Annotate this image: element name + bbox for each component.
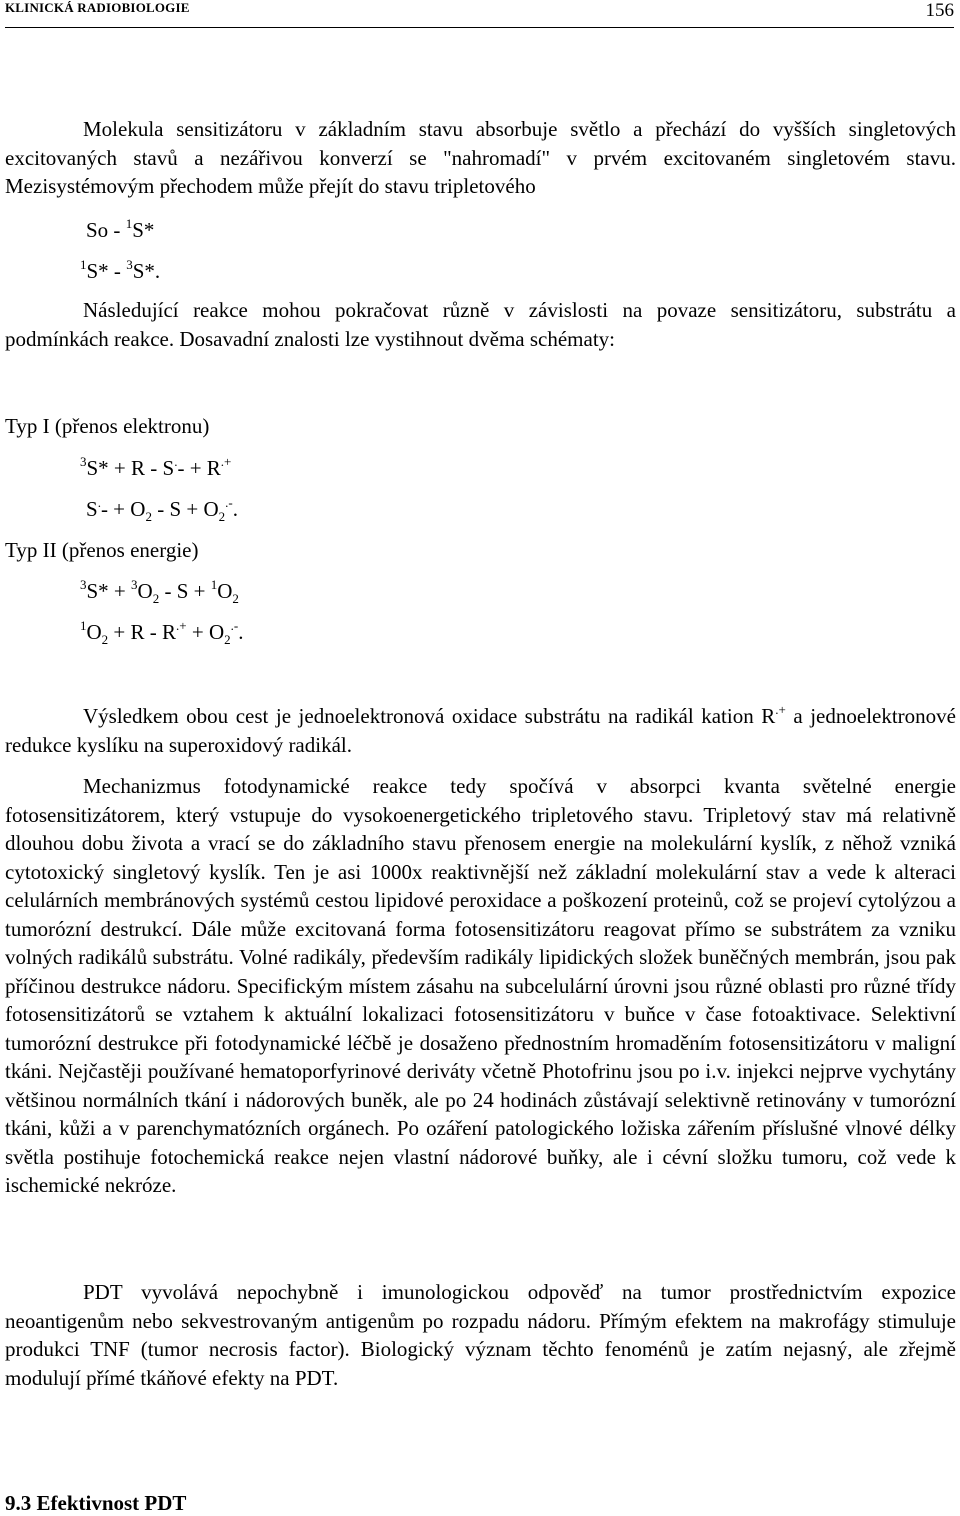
section-title: 9.3 Efektivnost PDT [5,1491,187,1515]
equation-6: $^1O_2 + R - R^{.+} + O_2^{.-}$. [80,618,244,647]
paragraph-3: Výsledkem obou cest je jednoelektronová oxidace substrátu na radikál kation R.+ a jednoelektronové redukce kyslíku na superoxidový radikál. [5,702,956,757]
paragraph-5: PDT vyvolává nepochybně i imunologickou odpověď na tumor prostřednictvím expozice neoantigenům nebo sekvestrovaným antigenům po rozpadu nádoru. Přímým efektem na makrofágy stimuluje produkci TNF (tumor necrosis factor). Biologický význam těchto fenoménů je zatím nejasný, ale zřejmě modulují přímé tkáňové efekty na PDT. [5,1280,956,1390]
scheme-type-2-heading: Typ II (přenos energie) [5,538,199,562]
equation-3: $^3$S* + R - S.- + R.+ [80,454,232,480]
equation-1: So - $^1$S* [86,216,155,242]
paragraph-4: Mechanizmus fotodynamické reakce tedy spočívá v absorpci kvanta světelné energie fotosensitizátorem, který vstupuje do vysokoenergetického tripletového stavu. Tripletový stav má relativně dlouhou dobu života a vrací se do základního stavu přenosem energie na molekulární kyslík, z něhož vzniká cytotoxický singletový kyslík. Ten je asi 1000x reaktivnější než základní molekulární stav a vede k alteraci celulárních membránových systémů cestou lipidové peroxidace a poškození proteinů, což se projeví cytolýzou a tumorózní destrukcí. Dále může excitovaná forma fotosensitizátoru reagovat přímo se substrátem za vzniku volných radikálů substrátu. Volné radikály, především radikály lipidických složek buněčných membrán, jsou pak příčinou destrukce nádoru. Specifickým místem zásahu na subcelulární úrovni jsou různé oblasti pro různé třídy fotosensitizátorů se vztahem k aktuální lokalizaci fotosensitizátoru v buňce v čase fotoaktivace. Selektivní tumorózní destrukce při fotodynamické léčbě je dosaženo přednostním hromaděním fotosensitizátoru v maligní tkáni. Nejčastěji používané hematoporfyrinové deriváty včetně Photofrinu jsou po i.v. injekci nejprve vychytány většinou normálních tkání i nádorových buněk, ale po 24 hodinách zůstávají selektivně retinovány v tumorózní tkáni, kůži a v parenchymatózních orgánech. Po ozáření patologického ložiska zářením příslušné vlnové délky světla postihuje fotochemická reakce nejen vlastní nádorové buňky, ale i cévní složku tumoru, což vede k ischemické nekróze. [5,774,956,1197]
paragraph-2: Následující reakce mohou pokračovat různě v závislosti na povaze sensitizátoru, substrátu a podmínkách reakce. Dosavadní znalosti lze vystihnout dvěma schématy: [5,298,956,351]
header-rule [5,27,954,28]
page-number: 156 [925,0,954,21]
scheme-type-1-heading: Typ I (přenos elektronu) [5,414,210,438]
equation-4: $S^.- + O_2 - S + O_2^{.-}$. [86,495,238,524]
equation-5: $^3S* + ^3O_2 - S + ^1O_2$ [80,577,239,606]
page-header-title: KLINICKÁ RADIOBIOLOGIE [5,0,190,15]
equation-2: $^1$S* - $^3$S*. [80,257,161,283]
paragraph-1: Molekula sensitizátoru v základním stavu absorbuje světlo a přechází do vyšších singletových excitovaných stavů a nezářivou konverzí se "nahromadí" v prvém excitovaném singletovém stavu. Mezisystémovým přechodem může přejít do stavu tripletového [5,117,956,198]
